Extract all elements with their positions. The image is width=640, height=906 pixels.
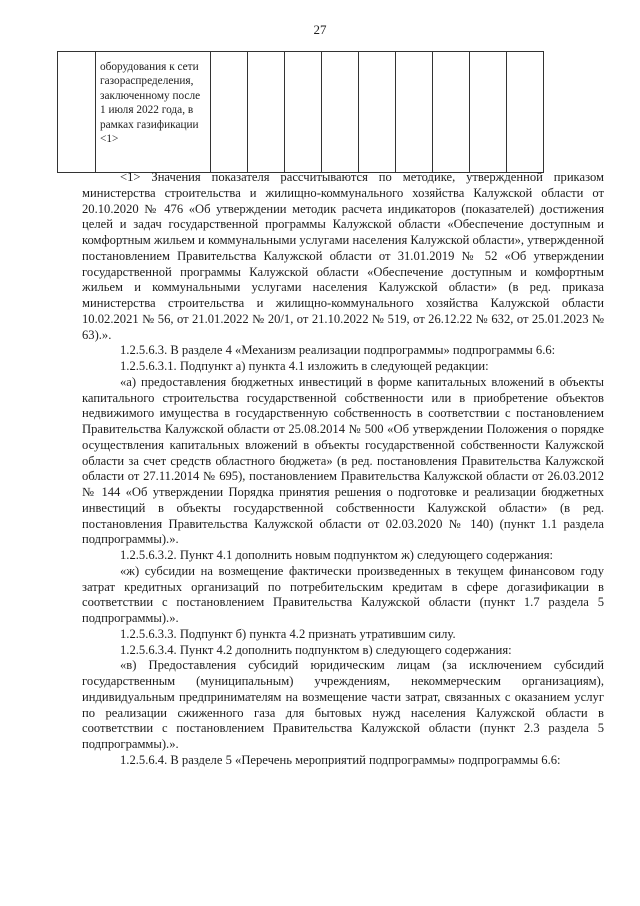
footnote: <1> Значения показателя рассчитываются по методике, утвержденной приказом министерства строительства и жилищно-коммунального хозяйства Калужской области от 20.10.2020 № 476 «Об утверждении методик расчета индикаторов (показателей) достижения целей и задач государственной программы Калужской области «Обеспечение доступным и комфортным жильем и коммунальными услугами населения Калужской области», утвержденной постановлением Правительства Калужской области от 31.01.2019 № 52 «Об утверждении государственной программы Калужской области «Обеспечение доступным и комфортным жильем и коммунальными услугами населения Калужской области» (в ред. приказа министерства строительства и жилищно-коммунального хозяйства Калужской области 10.02.2021 № 56, от 21.01.2022 № 20/1, от 21.10.2022 № 519, от 26.12.22 № 632, от 25.01.2023 № 63).». [82, 170, 604, 342]
table-cell [396, 52, 433, 173]
paragraph: 1.2.5.6.4. В разделе 5 «Перечень мероприятий подпрограммы» подпрограммы 6.6: [120, 752, 561, 767]
paragraph: «ж) субсидии на возмещение фактически произведенных в текущем финансовом году затрат кредитных организаций по потребительским кредитам в сфере догазификации в соответствии с постановлением Правительства Калужской области (пункт 1.7 раздела 5 подпрограммы).». [82, 563, 604, 625]
indicator-table-continuation [57, 51, 544, 173]
paragraph: «а) предоставления бюджетных инвестиций в форме капитальных вложений в объекты капитального строительства государственной собственности или в приобретение объектов недвижимого имущества в государственную собственность в соответствии с постановлением Правительства Калужской области от 25.08.2014 № 500 «Об утверждении Положения о порядке осуществления капитальных вложений в объекты государственной собственности Калужской области за счет средств областного бюджета» (в ред. постановления Правительства Калужской области от 27.11.2014 № 695), постановлением Правительства Калужской области от 26.03.2012 № 144 «Об утверждении Порядка принятия решения о подготовке и реализации бюджетных инвестиций в объекты государственной собственности Калужской области» (в ред. постановления Правительства Калужской области от 02.03.2020 № 140) (пункт 1.1 раздела подпрограммы).». [82, 374, 604, 547]
table-cell [507, 52, 544, 173]
table-cell [248, 52, 285, 173]
table-cell [433, 52, 470, 173]
paragraph: 1.2.5.6.3.3. Подпункт б) пункта 4.2 признать утратившим силу. [120, 626, 456, 641]
paragraph: 1.2.5.6.3.4. Пункт 4.2 дополнить подпунктом в) следующего содержания: [120, 642, 512, 657]
page-number: 27 [313, 22, 327, 37]
paragraph: «в) Предоставления субсидий юридическим лицам (за исключением субсидий государственным (муниципальным) учреждениям, некоммерческим организациям), индивидуальным предпринимателям на возмещение части затрат, связанных с оказанием услуг по реализации сжиженного газа для бытовых нужд населения Калужской области в соответствии с постановлением Правительства Калужской области (пункт 2.3 раздела 5 подпрограммы).». [82, 658, 604, 751]
document-body [82, 170, 604, 769]
table-cell [470, 52, 507, 173]
table-cell-number [58, 52, 96, 173]
table-cell [359, 52, 396, 173]
paragraph: 1.2.5.6.3.2. Пункт 4.1 дополнить новым подпунктом ж) следующего содержания: [120, 548, 553, 562]
paragraph: 1.2.5.6.3.1. Подпункт а) пункта 4.1 изложить в следующей редакции: [120, 359, 489, 373]
paragraph: 1.2.5.6.3. В разделе 4 «Механизм реализации подпрограммы» подпрограммы 6.6: [120, 343, 556, 358]
table-cell-indicator-name: оборудования к сети газораспределения, заключенному после 1 июля 2022 года, в рамках газификации <1> [96, 52, 211, 173]
table-cell [211, 52, 248, 173]
table-cell [285, 52, 322, 173]
table-cell [322, 52, 359, 173]
table-row [58, 52, 544, 173]
